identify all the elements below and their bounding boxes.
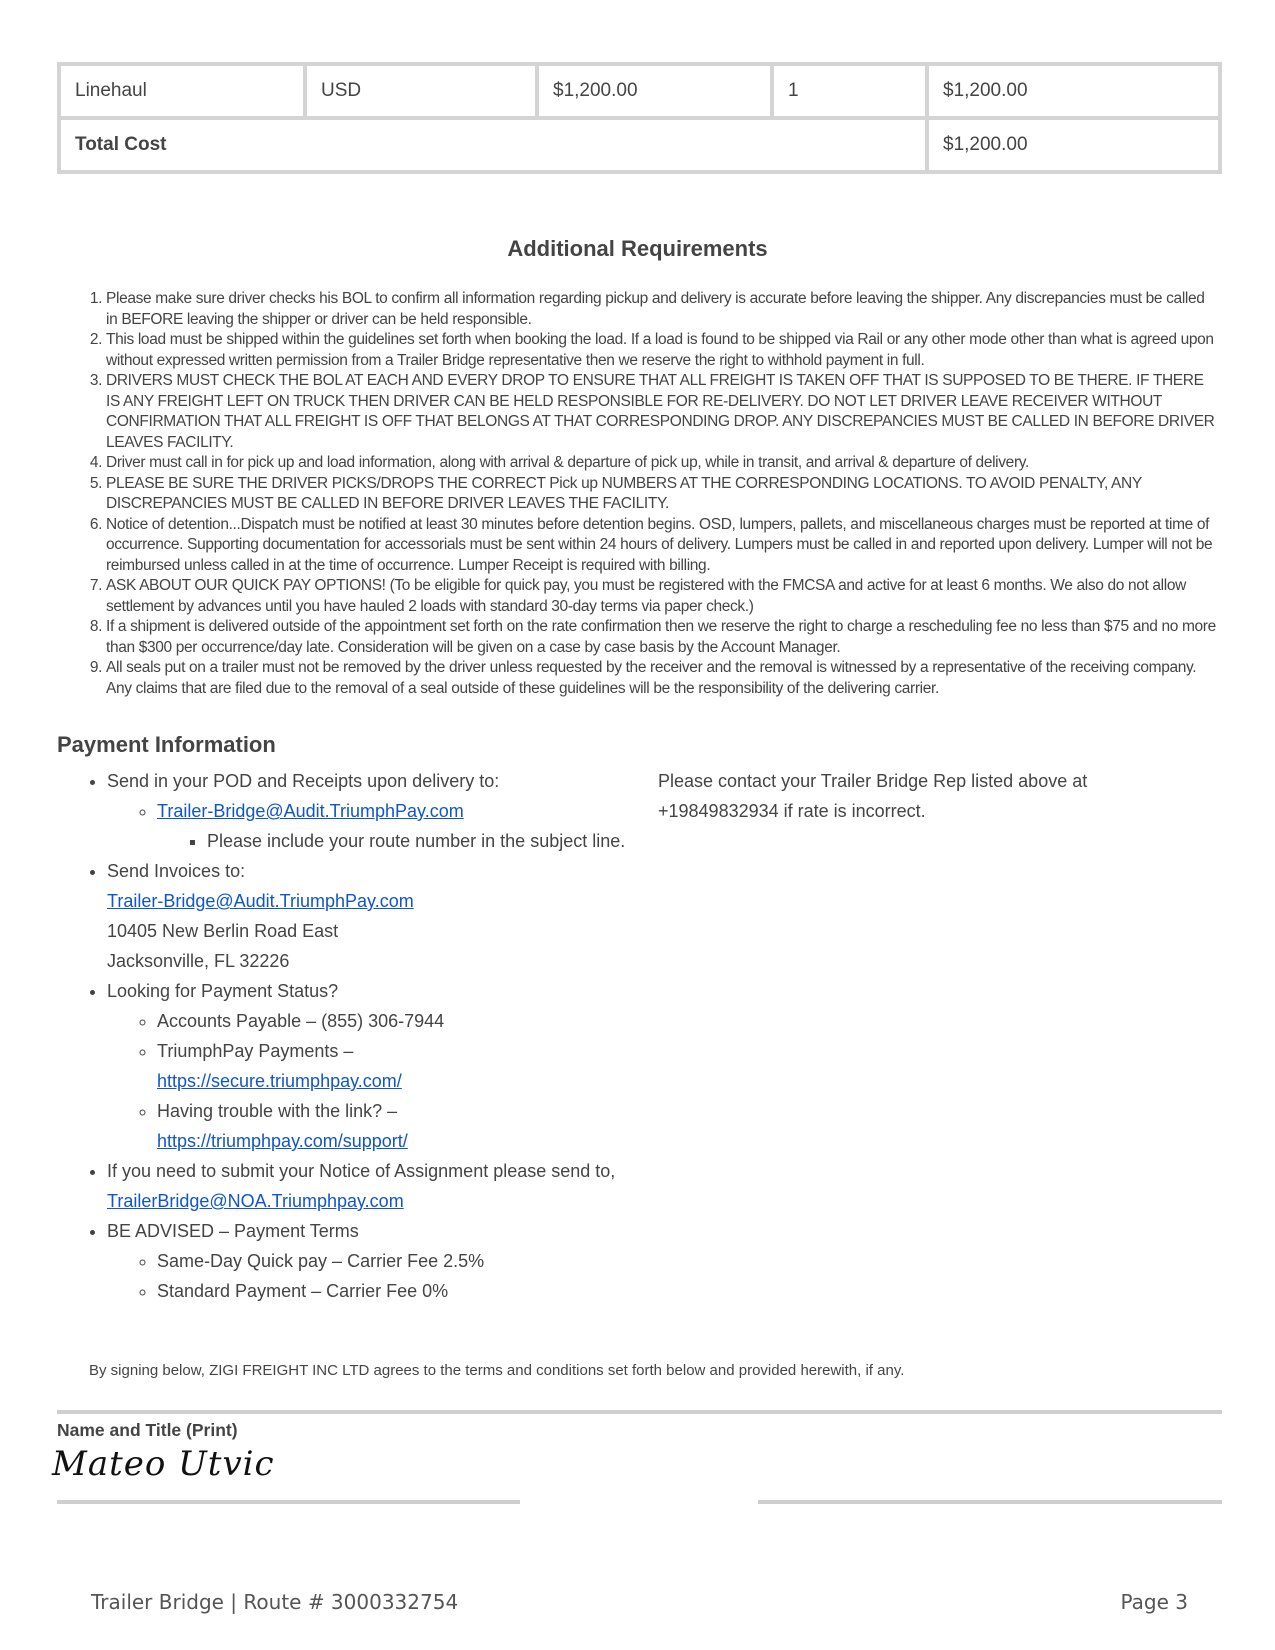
address-line-2: Jacksonville, FL 32226 (107, 951, 290, 971)
total-value: $1,200.00 (927, 118, 1220, 172)
footer-route: Trailer Bridge | Route # 3000332754 (91, 1590, 459, 1614)
total-label: Total Cost (59, 118, 927, 172)
signature: Mateo Utvic (52, 1444, 275, 1484)
triumph-label: TriumphPay Payments – (157, 1041, 354, 1061)
invoice-email-link[interactable]: Trailer-Bridge@Audit.TriumphPay.com (107, 891, 414, 911)
rate-contact-text: Please contact your Trailer Bridge Rep listed above at +19849832934 if rate is incorrect. (658, 771, 1088, 821)
noa-text: If you need to submit your Notice of Assignment please send to, (107, 1161, 616, 1181)
cell-quantity: 1 (772, 64, 927, 118)
pod-email-link[interactable]: Trailer-Bridge@Audit.TriumphPay.com (157, 801, 464, 821)
list-item: 3. DRIVERS MUST CHECK THE BOL AT EACH AND EVERY DROP TO ENSURE THAT ALL FREIGHT IS TAKEN OFF THAT IS SUPPOSED TO BE THERE. IF THERE IS ANY FREIGHT LEFT ON TRUCK THEN DRIVER CAN BE HELD RESPONSIBLE FOR RE-DELIVERY. DO NOT LET DRIVER LEAVE RECEIVER WITHOUT CONFIRMATION THAT ALL FREIGHT IS OFF THAT BELONGS AT THAT CORRESPONDING DROP. ANY DISCREPANCIES MUST BE CALLED IN BEFORE DRIVER LEAVES FACILITY. (106, 371, 1216, 453)
additional-requirements-title: Additional Requirements (507, 236, 768, 261)
list-item: 2. This load must be shipped within the guidelines set forth when booking the load. If a load is found to be shipped via Rail or any other mode other than what is agreed upon without expressed written permission from a Trailer Bridge representative then we reserve the right to withhold payment in full. (106, 330, 1216, 371)
table-row (59, 64, 1220, 118)
list-item (157, 1096, 627, 1156)
cell-rate: $1,200.00 (537, 64, 772, 118)
payment-term-quick: ◦ Same-Day Quick pay – Carrier Fee 2.5% (157, 1246, 627, 1276)
total-row (59, 118, 1220, 172)
pod-note: ▪ Please include your route number in the subject line. (207, 826, 627, 856)
payment-term-standard: ◦ Standard Payment – Carrier Fee 0% (157, 1276, 627, 1306)
pod-label: Send in your POD and Receipts upon delivery to: (107, 771, 500, 791)
list-item: 8. If a shipment is delivered outside of the appointment set forth on the rate confirmation then we reserve the right to charge a rescheduling fee no less than $75 and no more than $300 per occurrence/day late. Consideration will be given on a case by case basis by the Account Manager. (106, 617, 1216, 658)
payment-instructions (57, 766, 627, 1306)
trouble-label: Having trouble with the link? – (157, 1101, 398, 1121)
list-item (157, 1036, 627, 1096)
divider (57, 1410, 1222, 1414)
list-item (107, 976, 627, 1156)
cell-currency: USD (305, 64, 537, 118)
triumph-link[interactable]: https://secure.triumphpay.com/ (157, 1071, 402, 1091)
list-item: 4. Driver must call in for pick up and load information, along with arrival & departure of pick up, while in transit, and arrival & departure of delivery. (106, 453, 1216, 474)
list-item: 1. Please make sure driver checks his BOL to confirm all information regarding pickup and delivery is accurate before leaving the shipper. Any discrepancies must be called in BEFORE leaving the shipper or driver can be held responsible. (106, 289, 1216, 330)
name-title-label: Name and Title (Print) (57, 1420, 238, 1440)
accounts-payable: ◦ Accounts Payable – (855) 306-7944 (157, 1006, 627, 1036)
cost-table (57, 62, 1222, 174)
list-item (157, 796, 627, 856)
invoice-label: Send Invoices to: (107, 861, 246, 881)
payment-information-title: Payment Information (57, 732, 276, 757)
agreement-text: By signing below, ZIGI FREIGHT INC LTD agrees to the terms and conditions set forth below and provided herewith, if any. (89, 1362, 905, 1379)
list-item: 9. All seals put on a trailer must not be removed by the driver unless requested by the receiver and the removal is witnessed by a representative of the receiving company. Any claims that are filed due to the removal of a seal outside of these guidelines will be the responsibility of the delivering carrier. (106, 658, 1216, 699)
signature-line-right (758, 1500, 1222, 1504)
list-item: 5. PLEASE BE SURE THE DRIVER PICKS/DROPS THE CORRECT Pick up NUMBERS AT THE CORRESPONDING LOCATIONS. TO AVOID PENALTY, ANY DISCREPANCIES MUST BE CALLED IN BEFORE DRIVER LEAVES THE FACILITY. (106, 474, 1216, 515)
list-item (107, 856, 627, 976)
advised-label: BE ADVISED – Payment Terms (107, 1221, 359, 1241)
cell-description: Linehaul (59, 64, 305, 118)
list-item (107, 766, 627, 856)
list-item (107, 1156, 627, 1216)
footer-page-number: Page 3 (1120, 1590, 1188, 1614)
cell-amount: $1,200.00 (927, 64, 1220, 118)
noa-email-link[interactable]: TrailerBridge@NOA.Triumphpay.com (107, 1191, 404, 1211)
requirements-list (106, 289, 1216, 699)
list-item: 6. Notice of detention...Dispatch must be notified at least 30 minutes before detention begins. OSD, lumpers, pallets, and miscellaneous charges must be reported at time of occurrence. Supporting documentation for accessorials must be sent within 24 hours of delivery. Lumpers must be called in and reported upon delivery. Lumper will not be reimbursed unless called in at the time of occurrence. Lumper Receipt is required with billing. (106, 515, 1216, 577)
list-item (107, 1216, 627, 1306)
signature-line-left (57, 1500, 520, 1504)
payment-list (57, 766, 627, 1306)
support-link[interactable]: https://triumphpay.com/support/ (157, 1131, 408, 1151)
status-label: Looking for Payment Status? (107, 981, 339, 1001)
address-line-1: 10405 New Berlin Road East (107, 921, 339, 941)
list-item: 7. ASK ABOUT OUR QUICK PAY OPTIONS! (To be eligible for quick pay, you must be registered with the FMCSA and active for at least 6 months. We also do not allow settlement by advances until you have hauled 2 loads with standard 30-day terms via paper check.) (106, 576, 1216, 617)
